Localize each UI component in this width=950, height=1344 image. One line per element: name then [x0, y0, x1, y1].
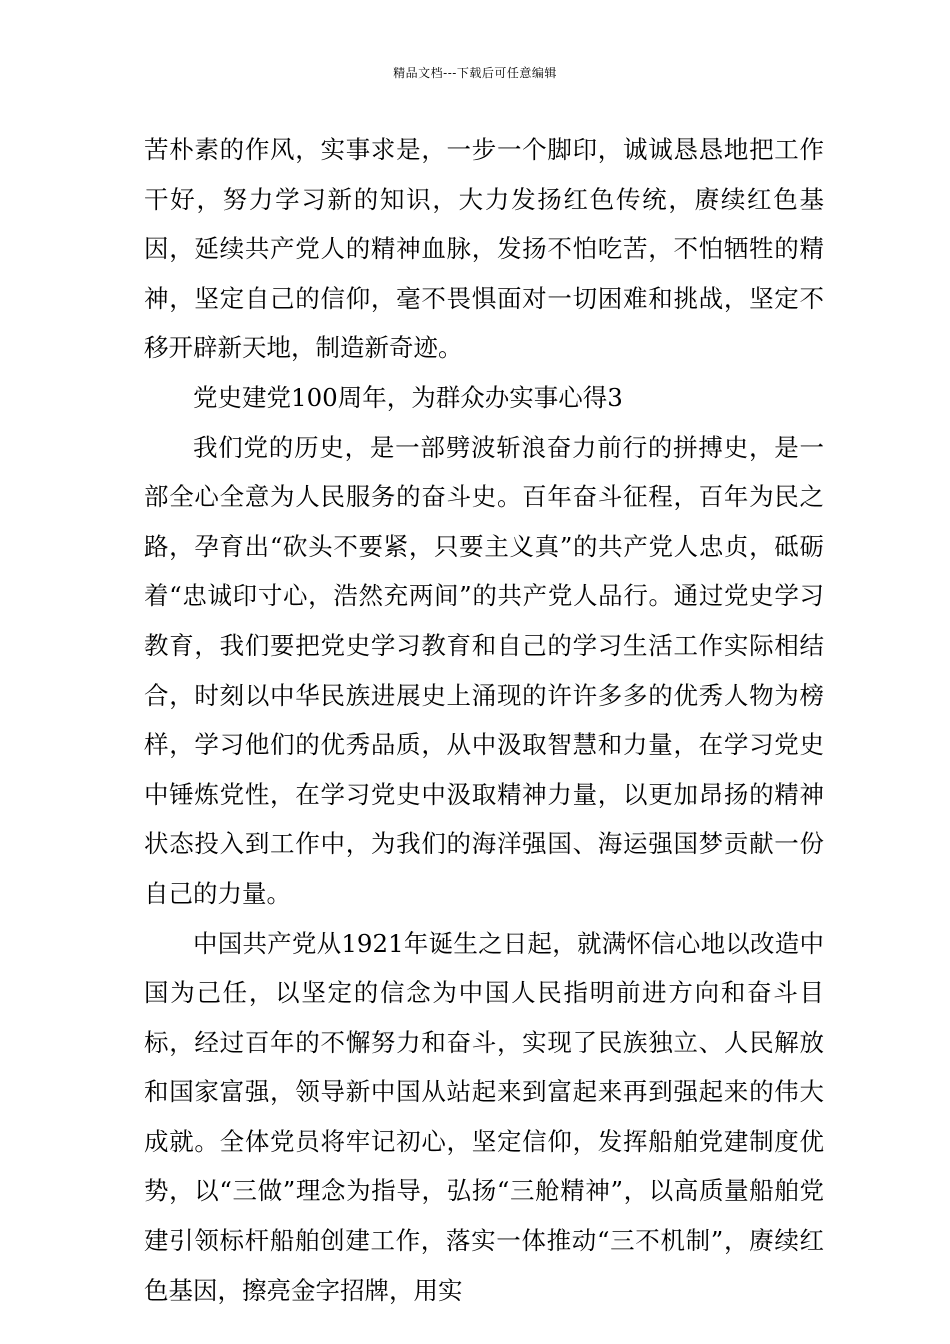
document-body	[144, 125, 824, 1315]
paragraph: 中国共产党从1921年诞生之日起，就满怀信心地以改造中国为己任，以坚定的信念为中国人民指明前进方向和奋斗目标，经过百年的不懈努力和奋斗，实现了民族独立、人民解放和国家富强，领导新中国从站起来到富起来再到强起来的伟大成就。全体党员将牢记初心，坚定信仰，发挥船舶党建制度优势，以“三做”理念为指导，弘扬“三舱精神”，以高质量船舶党建引领标杆船舶创建工作，落实一体推动“三不机制”，赓续红色基因，擦亮金字招牌，用实	[144, 928, 824, 1305]
paragraph: 我们党的历史，是一部劈波斩浪奋力前行的拼搏史，是一部全心全意为人民服务的奋斗史。百年奋斗征程，百年为民之路，孕育出“砍头不要紧，只要主义真”的共产党人忠贞，砥砺着“忠诚印寸心，浩然充两间”的共产党人品行。通过党史学习教育，我们要把党史学习教育和自己的学习生活工作实际相结合，时刻以中华民族进展史上涌现的许许多多的优秀人物为榜样，学习他们的优秀品质，从中汲取智慧和力量，在学习党史中锤炼党性，在学习党史中汲取精神力量，以更加昂扬的精神状态投入到工作中，为我们的海洋强国、海运强国梦贡献一份自己的力量。	[144, 432, 824, 908]
section-heading: 党史建党100周年，为群众办实事心得3	[193, 382, 623, 412]
paragraph-continuation: 苦朴素的作风，实事求是，一步一个脚印，诚诚恳恳地把工作干好，努力学习新的知识，大力发扬红色传统，赓续红色基因，延续共产党人的精神血脉，发扬不怕吃苦，不怕牺牲的精神，坚定自己的信仰，毫不畏惧面对一切困难和挑战，坚定不移开辟新天地，制造新奇迹。	[144, 135, 824, 363]
page-header: 精品文档---下载后可任意编辑	[393, 66, 557, 80]
